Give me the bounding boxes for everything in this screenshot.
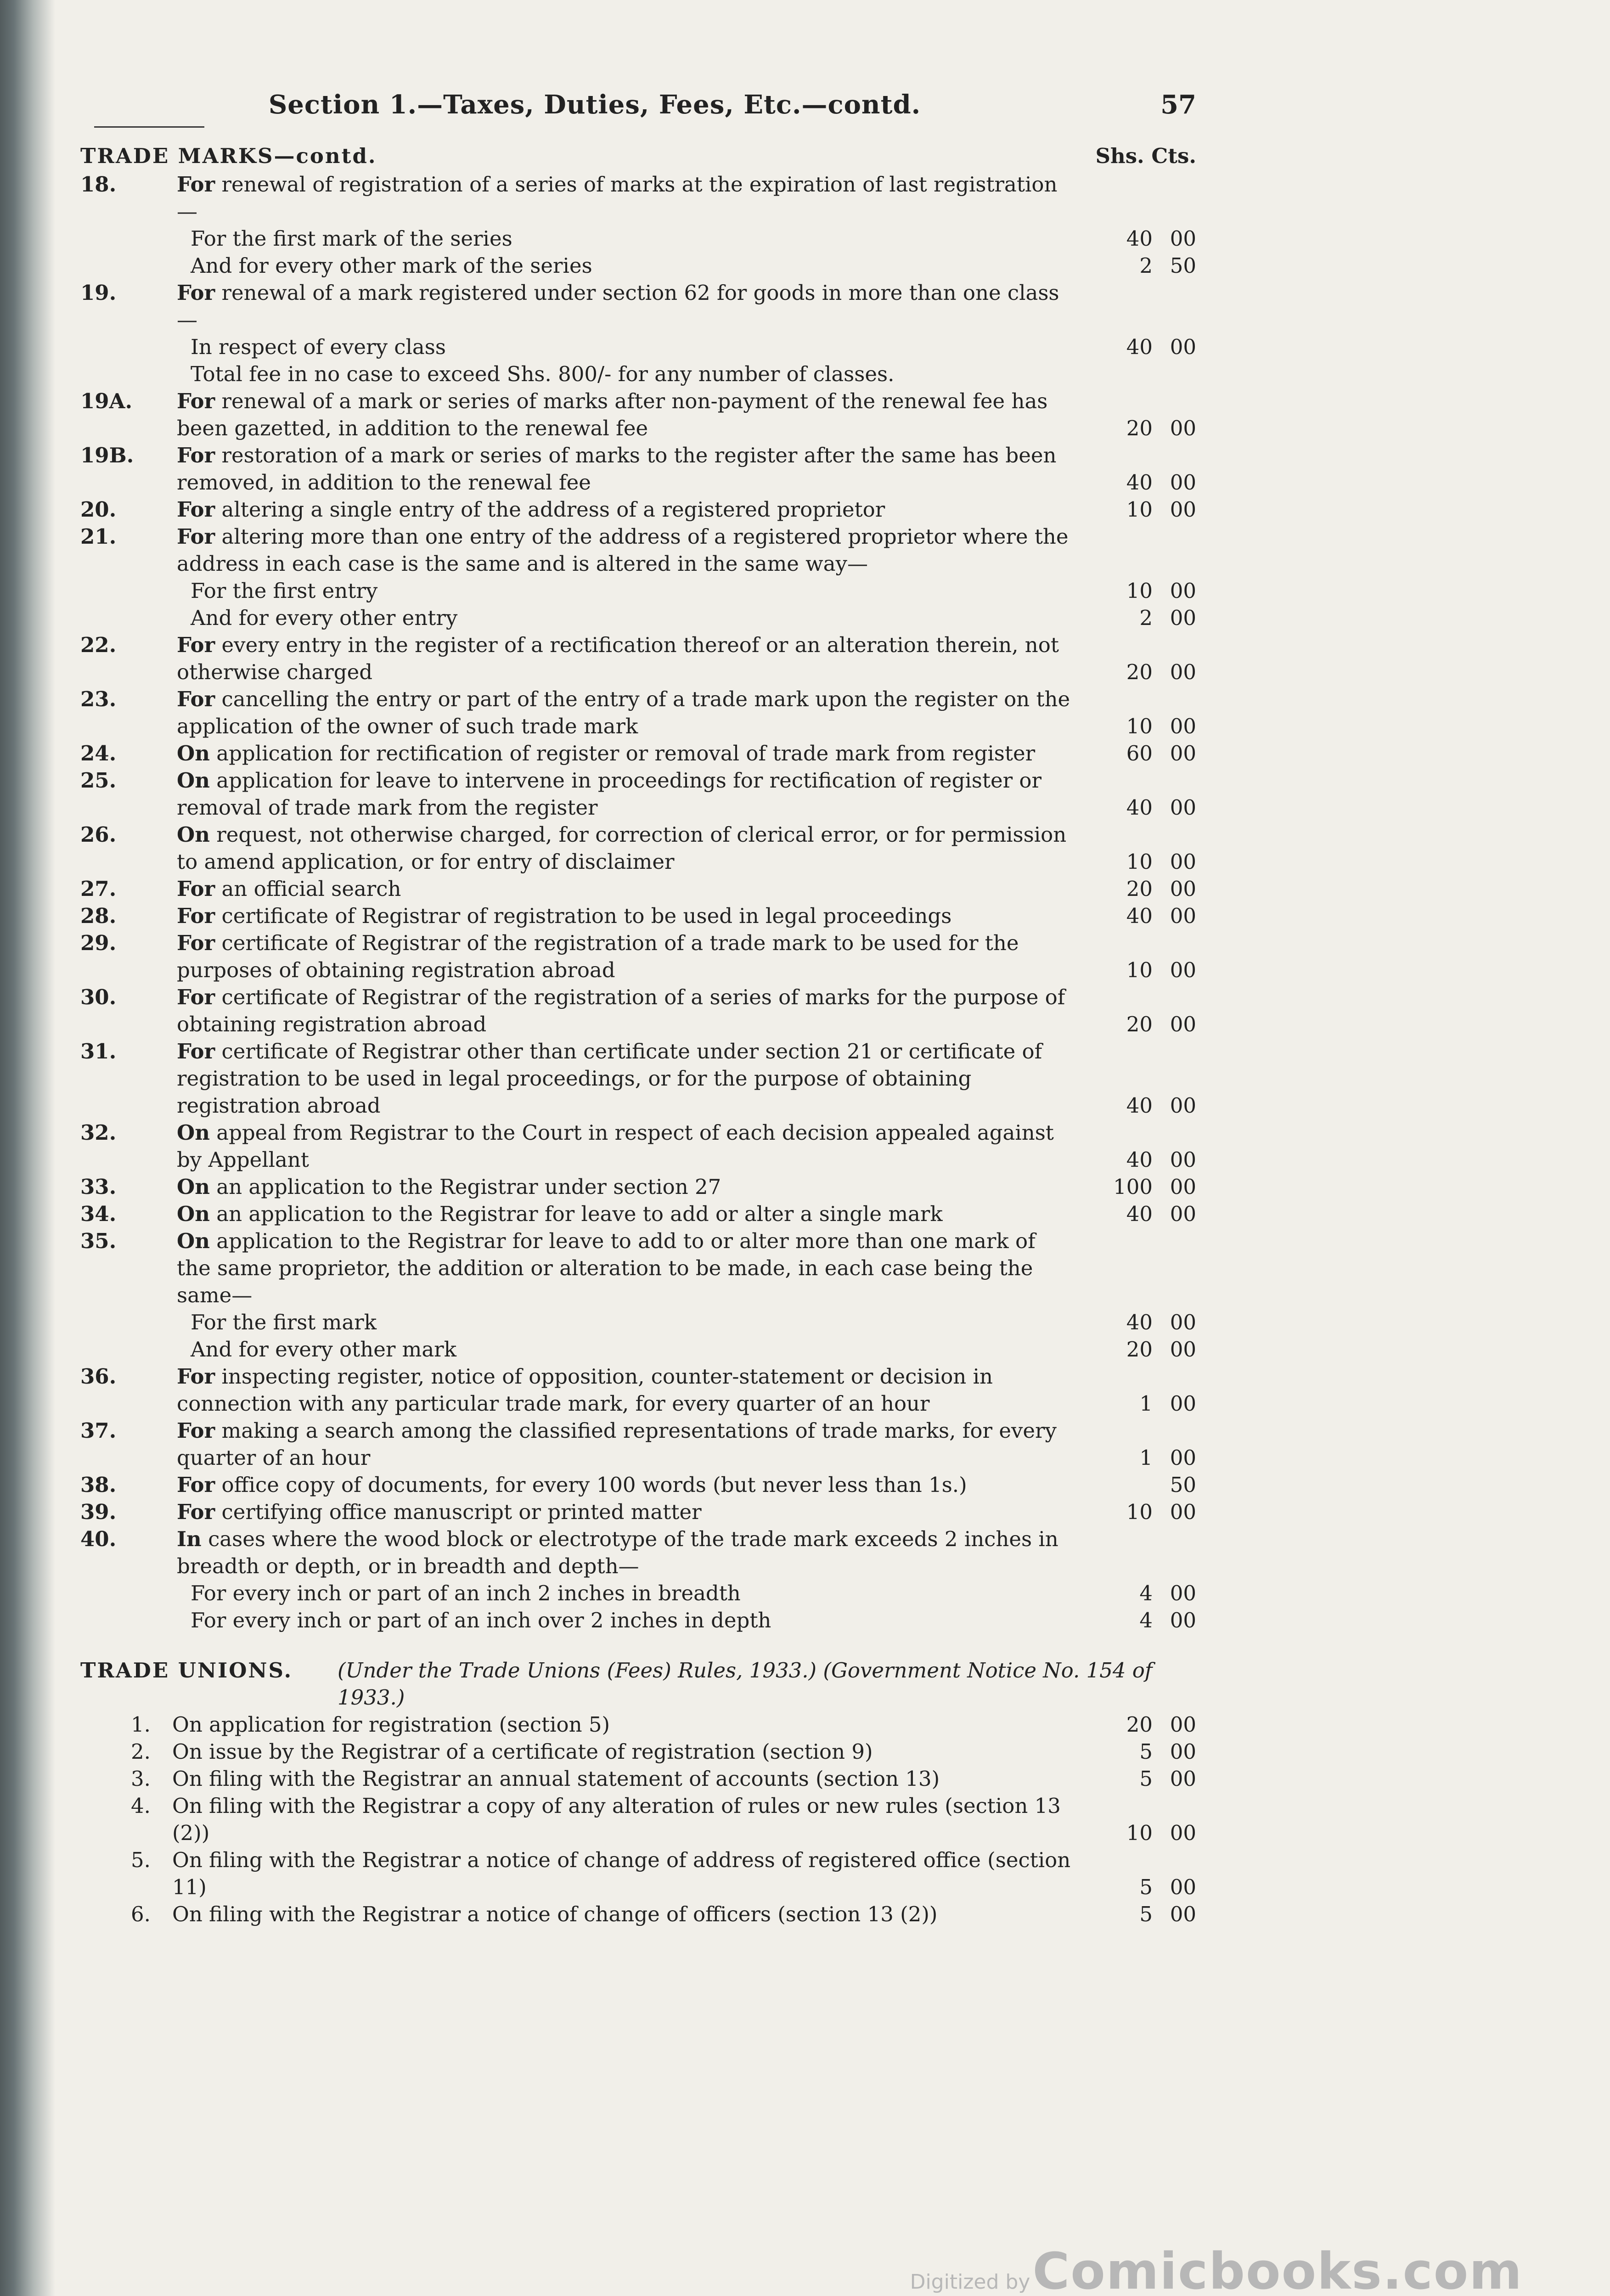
item-description: On filing with the Registrar a notice of change of address of registered office (section 11) xyxy=(172,1848,1071,1899)
fee-cents: 00 xyxy=(1170,1739,1196,1764)
trade-marks-items xyxy=(80,171,1196,1634)
fee-shillings: 40 xyxy=(1126,226,1153,251)
item-text xyxy=(177,1498,1072,1525)
fee-cents: 00 xyxy=(1170,1712,1196,1737)
fee-cents: 00 xyxy=(1170,1093,1196,1118)
subitem-text: And for every other mark xyxy=(191,1337,456,1362)
fee-cents: 00 xyxy=(1170,1202,1196,1226)
item-text xyxy=(177,1227,1072,1309)
fee-shillings: 20 xyxy=(1126,1012,1153,1036)
item-text xyxy=(177,388,1072,442)
item-number: 24. xyxy=(80,741,117,765)
fee-item xyxy=(80,1038,1196,1119)
fee-item xyxy=(80,1173,1196,1200)
item-lead-word: For xyxy=(177,1418,215,1443)
fee-shillings: 10 xyxy=(1126,850,1153,874)
item-lead-word: On xyxy=(177,768,210,793)
item-lead-word: For xyxy=(177,985,215,1009)
item-text xyxy=(177,767,1072,821)
fee-amount xyxy=(1077,1146,1196,1173)
item-number: 37. xyxy=(80,1418,117,1443)
item-text xyxy=(177,984,1072,1038)
item-lead-word: For xyxy=(177,1039,215,1064)
fee-shillings: 40 xyxy=(1126,1310,1153,1334)
subitem-text: In respect of every class xyxy=(191,335,446,359)
item-number: 33. xyxy=(80,1175,117,1199)
item-text xyxy=(177,442,1072,496)
fee-item xyxy=(80,1363,1196,1417)
fee-item xyxy=(80,1119,1196,1173)
item-lead-word: For xyxy=(177,687,215,711)
section-description: (Under the Trade Unions (Fees) Rules, 1933.) (Government Notice No. 154 of 1933.) xyxy=(338,1658,1153,1710)
fee-shillings: 20 xyxy=(1126,1712,1153,1737)
fee-shillings: 40 xyxy=(1126,904,1153,928)
fee-item xyxy=(80,496,1196,523)
fee-item xyxy=(80,171,1196,225)
fee-shillings: 5 xyxy=(1139,1902,1153,1926)
fee-cents: 50 xyxy=(1170,253,1196,278)
fee-item xyxy=(80,686,1196,740)
fee-cents: 00 xyxy=(1170,958,1196,982)
fee-amount xyxy=(1077,1444,1196,1471)
fee-item xyxy=(80,740,1196,767)
fee-item xyxy=(80,1498,1196,1525)
fee-shillings: 2 xyxy=(1139,253,1153,278)
section-heading: TRADE MARKS—contd. xyxy=(80,144,377,168)
item-number: 5. xyxy=(131,1848,151,1872)
fee-amount xyxy=(1077,1498,1196,1525)
item-description: application to the Registrar for leave to add to or alter more than one mark of the same proprietor, the addition or alteration to be made, in each case being the same— xyxy=(177,1229,1036,1307)
fee-shillings: 10 xyxy=(1126,1500,1153,1524)
item-text xyxy=(177,1173,1072,1200)
fee-shillings: 2 xyxy=(1139,606,1153,630)
subitem-text: For every inch or part of an inch 2 inches in breadth xyxy=(191,1581,741,1605)
fee-cents: 00 xyxy=(1170,1337,1196,1362)
item-description: an official search xyxy=(221,877,401,901)
fee-subitem xyxy=(80,1309,1196,1336)
item-text xyxy=(177,740,1072,767)
fee-amount xyxy=(1077,740,1196,767)
subitem-text: For the first entry xyxy=(191,579,378,603)
document-page xyxy=(80,90,1196,2248)
item-description: request, not otherwise charged, for correction of clerical error, or for permission to amend application, or for entry of disclaimer xyxy=(177,822,1067,874)
fee-shillings: 40 xyxy=(1126,470,1153,495)
fee-shillings: 40 xyxy=(1126,1148,1153,1172)
note-text: Total fee in no case to exceed Shs. 800/- for any number of classes. xyxy=(191,362,895,386)
watermark-brand: Comicbooks.com xyxy=(1032,2242,1523,2296)
item-text xyxy=(177,821,1072,875)
item-description: inspecting register, notice of opposition, counter-statement or decision in connection with any particular trade mark, for every quarter of an hour xyxy=(177,1364,993,1416)
item-number: 22. xyxy=(80,633,117,657)
item-number: 23. xyxy=(80,687,117,711)
item-lead-word: For xyxy=(177,633,215,657)
item-description: On application for registration (section 5) xyxy=(172,1712,610,1737)
item-text xyxy=(177,496,1072,523)
fee-item xyxy=(80,1711,1196,1738)
fee-item xyxy=(80,767,1196,821)
subitem-text: For the first mark xyxy=(191,1310,377,1334)
scan-edge-shadow xyxy=(0,0,55,2296)
item-number: 32. xyxy=(80,1120,117,1145)
fee-shillings: 40 xyxy=(1126,795,1153,820)
item-lead-word: For xyxy=(177,497,215,522)
item-lead-word: On xyxy=(177,822,210,847)
item-description: certifying office manuscript or printed matter xyxy=(221,1500,702,1524)
fee-subitem xyxy=(80,1580,1196,1607)
item-lead-word: In xyxy=(177,1527,202,1551)
fee-shillings: 20 xyxy=(1126,877,1153,901)
item-description: renewal of a mark or series of marks after non-payment of the renewal fee has been gazetted, in addition to the renewal fee xyxy=(177,389,1048,440)
fee-amount xyxy=(1077,1765,1196,1792)
item-description: application for leave to intervene in proceedings for rectification of register or removal of trade mark from the register xyxy=(177,768,1042,820)
item-lead-word: For xyxy=(177,524,215,549)
fee-cents: 00 xyxy=(1170,714,1196,738)
fee-cents: 00 xyxy=(1170,226,1196,251)
fee-amount xyxy=(1077,333,1196,360)
fee-amount xyxy=(1077,902,1196,929)
item-lead-word: For xyxy=(177,443,215,467)
item-lead-word: On xyxy=(177,1175,210,1199)
fee-item xyxy=(80,631,1196,686)
item-description: certificate of Registrar other than certificate under section 21 or certificate of registration to be used in legal proceedings, or for the purpose of obtaining registration abroad xyxy=(177,1039,1042,1118)
subitem-text: And for every other mark of the series xyxy=(191,253,592,278)
item-number: 31. xyxy=(80,1039,117,1064)
currency-units: Shs. Cts. xyxy=(1095,144,1196,168)
item-lead-word: For xyxy=(177,389,215,413)
fee-item xyxy=(80,1471,1196,1498)
item-description: an application to the Registrar under section 27 xyxy=(216,1175,721,1199)
fee-amount xyxy=(1077,1738,1196,1765)
fee-item xyxy=(80,902,1196,929)
fee-amount xyxy=(1077,658,1196,686)
fee-item xyxy=(80,984,1196,1038)
item-number: 39. xyxy=(80,1500,117,1524)
fee-shillings: 4 xyxy=(1139,1608,1153,1632)
item-text xyxy=(177,929,1072,984)
item-text xyxy=(177,902,1072,929)
item-description: On filing with the Registrar a notice of change of officers (section 13 (2)) xyxy=(172,1902,938,1926)
fee-amount xyxy=(1077,1901,1196,1928)
item-number: 19. xyxy=(80,281,117,305)
item-lead-word: For xyxy=(177,1473,215,1497)
item-lead-word: For xyxy=(177,172,215,197)
item-number: 28. xyxy=(80,904,117,928)
fee-cents: 00 xyxy=(1170,795,1196,820)
fee-shillings: 20 xyxy=(1126,416,1153,440)
fee-shillings: 10 xyxy=(1126,1821,1153,1845)
fee-shillings: 20 xyxy=(1126,660,1153,684)
item-lead-word: On xyxy=(177,1229,210,1253)
item-number: 35. xyxy=(80,1229,117,1253)
fee-cents: 00 xyxy=(1170,1821,1196,1845)
item-text xyxy=(177,1038,1072,1119)
item-text xyxy=(177,1119,1072,1173)
fee-subitem xyxy=(80,1336,1196,1363)
fee-cents: 00 xyxy=(1170,1446,1196,1470)
fee-shillings: 1 xyxy=(1139,1391,1153,1416)
item-lead-word: For xyxy=(177,877,215,901)
fee-cents: 00 xyxy=(1170,1767,1196,1791)
fee-cents: 00 xyxy=(1170,1875,1196,1899)
fee-amount xyxy=(1077,1309,1196,1336)
item-number: 27. xyxy=(80,877,117,901)
fee-shillings: 10 xyxy=(1126,497,1153,522)
item-number: 29. xyxy=(80,931,117,955)
fee-cents: 00 xyxy=(1170,850,1196,874)
fee-shillings: 20 xyxy=(1126,1337,1153,1362)
fee-cents: 00 xyxy=(1170,1148,1196,1172)
fee-cents: 00 xyxy=(1170,579,1196,603)
fee-cents: 00 xyxy=(1170,1391,1196,1416)
item-description: On issue by the Registrar of a certificate of registration (section 9) xyxy=(172,1739,873,1764)
item-number: 21. xyxy=(80,524,117,549)
item-lead-word: On xyxy=(177,1202,210,1226)
item-lead-word: For xyxy=(177,1500,215,1524)
item-number: 34. xyxy=(80,1202,117,1226)
item-number: 6. xyxy=(131,1902,151,1926)
item-text xyxy=(177,1471,1072,1498)
item-description: an application to the Registrar for leave to add or alter a single mark xyxy=(216,1202,943,1226)
fee-shillings: 10 xyxy=(1126,958,1153,982)
fee-amount xyxy=(1077,713,1196,740)
item-text xyxy=(177,171,1072,225)
fee-amount xyxy=(1077,604,1196,631)
item-number: 36. xyxy=(80,1364,117,1389)
fee-cents: 00 xyxy=(1170,1902,1196,1926)
item-text xyxy=(177,1525,1072,1580)
fee-subitem xyxy=(80,604,1196,631)
trade-unions-heading-row xyxy=(80,1657,1196,1711)
fee-shillings: 60 xyxy=(1126,741,1153,765)
fee-shillings: 5 xyxy=(1139,1767,1153,1791)
fee-subitem xyxy=(80,1607,1196,1634)
item-description: renewal of registration of a series of marks at the expiration of last registration— xyxy=(177,172,1058,224)
trade-unions-items xyxy=(80,1711,1196,1928)
item-lead-word: On xyxy=(177,741,210,765)
item-description: restoration of a mark or series of marks to the register after the same has been removed, in addition to the renewal fee xyxy=(177,443,1057,495)
fee-shillings: 40 xyxy=(1126,1093,1153,1118)
fee-shillings: 10 xyxy=(1126,579,1153,603)
fee-amount xyxy=(1077,957,1196,984)
item-text xyxy=(177,1417,1072,1471)
digitizer-watermark xyxy=(910,2242,1523,2296)
fee-item xyxy=(80,1901,1196,1928)
fee-amount xyxy=(1077,1092,1196,1119)
fee-cents: 00 xyxy=(1170,1500,1196,1524)
fee-shillings: 10 xyxy=(1126,714,1153,738)
item-description: renewal of a mark registered under section 62 for goods in more than one class— xyxy=(177,281,1059,332)
item-lead-word: For xyxy=(177,904,215,928)
item-description: certificate of Registrar of registration to be used in legal proceedings xyxy=(221,904,952,928)
subitem-text: And for every other entry xyxy=(191,606,458,630)
item-lead-word: For xyxy=(177,931,215,955)
item-text xyxy=(177,875,1072,902)
header-rule xyxy=(94,126,204,128)
item-number: 1. xyxy=(131,1712,151,1737)
fee-amount xyxy=(1077,1336,1196,1363)
item-number: 18. xyxy=(80,172,117,197)
trade-marks-heading-row xyxy=(80,142,1196,171)
item-description: certificate of Registrar of the registration of a trade mark to be used for the purposes of obtaining registration abroad xyxy=(177,931,1019,982)
item-description: certificate of Registrar of the registration of a series of marks for the purpose of obtaining registration abroad xyxy=(177,985,1065,1036)
fee-item xyxy=(80,523,1196,577)
item-text xyxy=(177,279,1072,333)
item-number: 26. xyxy=(80,822,117,847)
fee-subitem xyxy=(80,577,1196,604)
item-number: 20. xyxy=(80,497,117,522)
subitem-text: For every inch or part of an inch over 2 inches in depth xyxy=(191,1608,771,1632)
fee-amount xyxy=(1077,469,1196,496)
item-description: altering a single entry of the address of a registered proprietor xyxy=(221,497,885,522)
fee-schedule xyxy=(80,142,1196,1928)
item-text xyxy=(177,686,1072,740)
fee-subitem xyxy=(80,225,1196,252)
fee-cents: 00 xyxy=(1170,741,1196,765)
fee-item xyxy=(80,1525,1196,1580)
fee-item xyxy=(80,1200,1196,1227)
fee-item xyxy=(80,929,1196,984)
item-text xyxy=(177,631,1072,686)
fee-cents: 00 xyxy=(1170,1581,1196,1605)
fee-cents: 00 xyxy=(1170,416,1196,440)
item-description: appeal from Registrar to the Court in respect of each decision appealed against by Appellant xyxy=(177,1120,1054,1172)
fee-amount xyxy=(1077,794,1196,821)
fee-item xyxy=(80,1417,1196,1471)
fee-cents: 00 xyxy=(1170,335,1196,359)
page-number: 57 xyxy=(1160,90,1196,120)
fee-subitem xyxy=(80,333,1196,360)
item-description: On filing with the Registrar a copy of any alteration of rules or new rules (section 13 (2)) xyxy=(172,1794,1061,1845)
fee-amount xyxy=(1077,1874,1196,1901)
item-description: On filing with the Registrar an annual statement of accounts (section 13) xyxy=(172,1767,940,1791)
fee-item xyxy=(80,279,1196,333)
item-number: 25. xyxy=(80,768,117,793)
fee-amount xyxy=(1077,1819,1196,1846)
item-number: 19A. xyxy=(80,389,133,413)
fee-cents: 00 xyxy=(1170,904,1196,928)
item-number: 38. xyxy=(80,1473,117,1497)
page-header xyxy=(80,90,1196,131)
fee-amount xyxy=(1077,225,1196,252)
fee-cents: 00 xyxy=(1170,1012,1196,1036)
item-description: every entry in the register of a rectification thereof or an alteration therein, not otherwise charged xyxy=(177,633,1059,684)
fee-amount xyxy=(1077,1200,1196,1227)
item-description: application for rectification of register or removal of trade mark from register xyxy=(216,741,1036,765)
item-description: altering more than one entry of the address of a registered proprietor where the address in each case is the same and is altered in the same way— xyxy=(177,524,1069,576)
fee-amount xyxy=(1077,496,1196,523)
fee-amount xyxy=(1077,1390,1196,1417)
fee-item xyxy=(80,875,1196,902)
subitem-text: For the first mark of the series xyxy=(191,226,512,251)
section-heading: TRADE UNIONS. xyxy=(80,1658,293,1683)
fee-item xyxy=(80,1846,1196,1901)
fee-subitem xyxy=(80,252,1196,279)
item-number: 4. xyxy=(131,1794,151,1818)
fee-note xyxy=(80,360,1196,388)
fee-shillings: 40 xyxy=(1126,1202,1153,1226)
item-description: making a search among the classified representations of trade marks, for every quarter of an hour xyxy=(177,1418,1057,1470)
fee-item xyxy=(80,1227,1196,1309)
fee-item xyxy=(80,388,1196,442)
fee-amount xyxy=(1077,1580,1196,1607)
item-description: office copy of documents, for every 100 words (but never less than 1s.) xyxy=(221,1473,967,1497)
fee-cents: 00 xyxy=(1170,660,1196,684)
fee-amount xyxy=(1077,1711,1196,1738)
item-number: 30. xyxy=(80,985,117,1009)
item-text xyxy=(177,1200,1072,1227)
watermark-prefix: Digitized by xyxy=(910,2270,1030,2294)
item-number: 3. xyxy=(131,1767,151,1791)
fee-cents: 00 xyxy=(1170,877,1196,901)
fee-amount xyxy=(1077,252,1196,279)
fee-shillings: 5 xyxy=(1139,1739,1153,1764)
item-lead-word: For xyxy=(177,281,215,305)
fee-item xyxy=(80,442,1196,496)
fee-amount xyxy=(1077,1173,1196,1200)
fee-amount xyxy=(1077,875,1196,902)
fee-item xyxy=(80,1738,1196,1765)
item-number: 40. xyxy=(80,1527,117,1551)
item-text xyxy=(177,1363,1072,1417)
fee-cents: 00 xyxy=(1170,1175,1196,1199)
item-text xyxy=(177,523,1072,577)
fee-cents: 50 xyxy=(1170,1473,1196,1497)
item-lead-word: For xyxy=(177,1364,215,1389)
fee-amount xyxy=(1077,415,1196,442)
fee-item xyxy=(80,821,1196,875)
running-title: Section 1.—Taxes, Duties, Fees, Etc.—contd. xyxy=(268,90,921,120)
fee-cents: 00 xyxy=(1170,1608,1196,1632)
fee-amount xyxy=(1077,577,1196,604)
fee-cents: 00 xyxy=(1170,497,1196,522)
fee-cents: 00 xyxy=(1170,606,1196,630)
fee-shillings: 40 xyxy=(1126,335,1153,359)
fee-amount xyxy=(1077,1471,1196,1498)
item-number: 19B. xyxy=(80,443,134,467)
item-number: 2. xyxy=(131,1739,151,1764)
fee-shillings: 4 xyxy=(1139,1581,1153,1605)
item-lead-word: On xyxy=(177,1120,210,1145)
fee-shillings: 100 xyxy=(1113,1175,1153,1199)
fee-amount xyxy=(1077,1011,1196,1038)
item-description: cases where the wood block or electrotype of the trade mark exceeds 2 inches in breadth or depth, or in breadth and depth— xyxy=(177,1527,1058,1578)
item-description: cancelling the entry or part of the entry of a trade mark upon the register on the application of the owner of such trade mark xyxy=(177,687,1070,738)
fee-shillings: 5 xyxy=(1139,1875,1153,1899)
fee-cents: 00 xyxy=(1170,470,1196,495)
fee-item xyxy=(80,1765,1196,1792)
fee-amount xyxy=(1077,848,1196,875)
fee-amount xyxy=(1077,1607,1196,1634)
fee-cents: 00 xyxy=(1170,1310,1196,1334)
fee-item xyxy=(80,1792,1196,1846)
fee-shillings: 1 xyxy=(1139,1446,1153,1470)
